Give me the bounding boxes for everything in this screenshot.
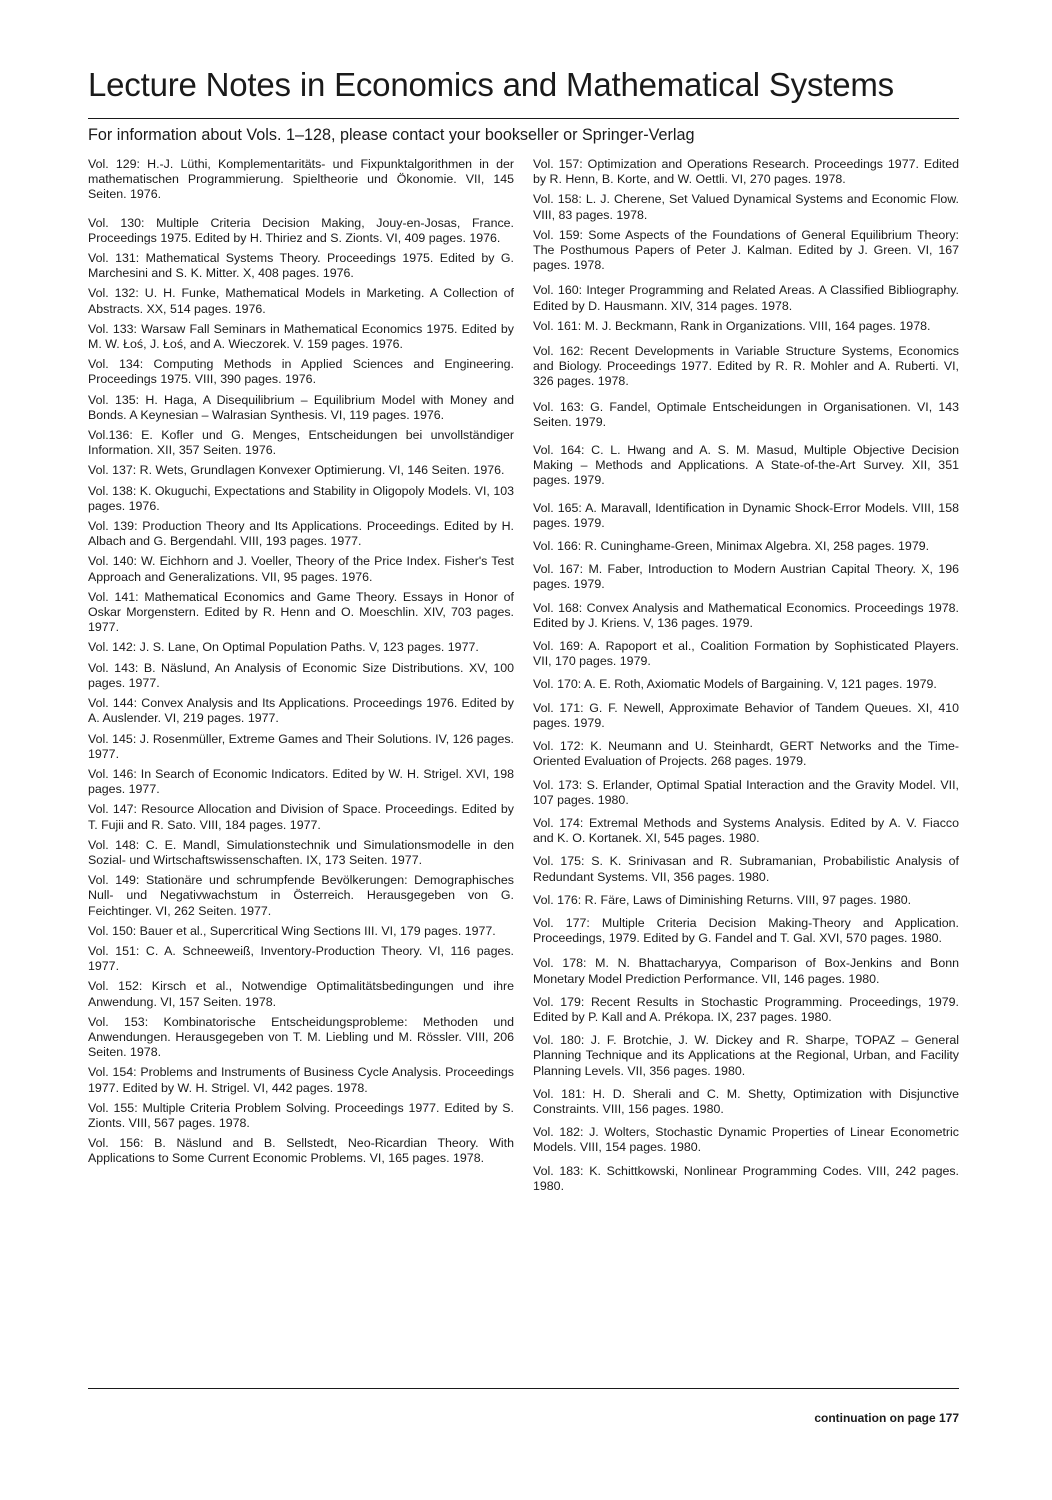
page-subtitle: For information about Vols. 1–128, please contact your bookseller or Springer-Verlag <box>88 126 695 144</box>
volume-entry: Vol. 129: H.-J. Lüthi, Komplementaritäts- und Fixpunktalgorithmen in der mathematischen Programmierung. Spieltheorie und Ökonomie. VII, 145 Seiten. 1976. <box>88 157 514 202</box>
volume-entry: Vol. 180: J. F. Brotchie, J. W. Dickey and R. Sharpe, TOPAZ – General Planning Technique and its Applications at the Regional, Urban, and Facility Planning Levels. VII, 356 pages. 1980. <box>533 1033 959 1078</box>
volume-entry: Vol. 154: Problems and Instruments of Business Cycle Analysis. Proceedings 1977. Edited by W. H. Strigel. VI, 442 pages. 1978. <box>88 1065 514 1095</box>
page-title: Lecture Notes in Economics and Mathematical Systems <box>88 66 894 103</box>
volume-entry: Vol. 145: J. Rosenmüller, Extreme Games and Their Solutions. IV, 126 pages. 1977. <box>88 731 514 761</box>
header-rule <box>88 118 959 119</box>
volume-entry: Vol. 162: Recent Developments in Variable Structure Systems, Economics and Biology. Proceedings 1977. Edited by R. R. Mohler and A. Ruberti. VI, 326 pages. 1978. <box>533 344 959 389</box>
volume-entry: Vol. 149: Stationäre und schrumpfende Bevölkerungen: Demographisches Null- und Negativwachstum in Österreich. Herausgegeben von G. Feichtinger. VI, 262 Seiten. 1977. <box>88 873 514 918</box>
volume-entry: Vol. 142: J. S. Lane, On Optimal Population Paths. V, 123 pages. 1977. <box>88 640 479 655</box>
volume-entry: Vol. 178: M. N. Bhattacharyya, Comparison of Box-Jenkins and Bonn Monetary Model Prediction Performance. VII, 146 pages. 1980. <box>533 956 959 986</box>
volume-entry: Vol. 131: Mathematical Systems Theory. Proceedings 1975. Edited by G. Marchesini and S. K. Mitter. X, 408 pages. 1976. <box>88 251 514 281</box>
volume-entry: Vol. 160: Integer Programming and Related Areas. A Classified Bibliography. Edited by D. Hausmann. XIV, 314 pages. 1978. <box>533 283 959 313</box>
volume-entry: Vol. 139: Production Theory and Its Applications. Proceedings. Edited by H. Albach and G. Bergendahl. VIII, 193 pages. 1977. <box>88 519 514 549</box>
volume-entry: Vol. 134: Computing Methods in Applied Sciences and Engineering. Proceedings 1975. VIII, 390 pages. 1976. <box>88 357 514 387</box>
volume-entry: Vol.136: E. Kofler und G. Menges, Entscheidungen bei unvollständiger Information. XII, 357 Seiten. 1976. <box>88 428 514 458</box>
volume-entry: Vol. 146: In Search of Economic Indicators. Edited by W. H. Strigel. XVI, 198 pages. 1977. <box>88 766 514 797</box>
volume-entry: Vol. 135: H. Haga, A Disequilibrium – Equilibrium Model with Money and Bonds. A Keynesian – Walrasian Synthesis. VI, 119 pages. 1976. <box>88 392 514 422</box>
volume-entry: Vol. 171: G. F. Newell, Approximate Behavior of Tandem Queues. XI, 410 pages. 1979. <box>533 700 959 730</box>
volume-entry: Vol. 169: A. Rapoport et al., Coalition Formation by Sophisticated Players. VII, 170 pages. 1979. <box>533 639 959 669</box>
volume-entry: Vol. 155: Multiple Criteria Problem Solving. Proceedings 1977. Edited by S. Zionts. VIII, 567 pages. 1978. <box>88 1100 514 1130</box>
volume-entry: Vol. 153: Kombinatorische Entscheidungsprobleme: Methoden und Anwendungen. Herausgegeben von T. M. Liebling und M. Rössler. VIII, 206 Seiten. 1978. <box>88 1014 514 1060</box>
volume-entry: Vol. 164: C. L. Hwang and A. S. M. Masud, Multiple Objective Decision Making – Methods and Applications. A State-of-the-Art Survey. XII, 351 pages. 1979. <box>533 443 959 488</box>
volume-entry: Vol. 144: Convex Analysis and Its Applications. Proceedings 1976. Edited by A. Auslender. VI, 219 pages. 1977. <box>88 696 514 726</box>
volume-entry: Vol. 182: J. Wolters, Stochastic Dynamic Properties of Linear Econometric Models. VIII, 154 pages. 1980. <box>533 1125 959 1155</box>
volume-entry: Vol. 177: Multiple Criteria Decision Making-Theory and Application. Proceedings, 1979. Edited by G. Fandel and T. Gal. XVI, 570 pages. 1980. <box>533 915 959 946</box>
volume-entry: Vol. 173: S. Erlander, Optimal Spatial Interaction and the Gravity Model. VII, 107 pages. 1980. <box>533 777 959 807</box>
volume-entry: Vol. 143: B. Näslund, An Analysis of Economic Size Distributions. XV, 100 pages. 1977. <box>88 660 514 690</box>
volume-entry: Vol. 163: G. Fandel, Optimale Entscheidungen in Organisationen. VI, 143 Seiten. 1979. <box>533 399 959 429</box>
volume-entry: Vol. 151: C. A. Schneeweiß, Inventory-Production Theory. VI, 116 pages. 1977. <box>88 943 514 974</box>
volume-entry: Vol. 137: R. Wets, Grundlagen Konvexer Optimierung. VI, 146 Seiten. 1976. <box>88 463 505 478</box>
volume-entry: Vol. 150: Bauer et al., Supercritical Wing Sections III. VI, 179 pages. 1977. <box>88 923 496 938</box>
volume-entry: Vol. 138: K. Okuguchi, Expectations and Stability in Oligopoly Models. VI, 103 pages. 1976. <box>88 483 514 513</box>
volume-entry: Vol. 140: W. Eichhorn and J. Voeller, Theory of the Price Index. Fisher's Test Approach and Generalizations. VII, 95 pages. 1976. <box>88 554 514 584</box>
volume-entry: Vol. 147: Resource Allocation and Division of Space. Proceedings. Edited by T. Fujii and R. Sato. VIII, 184 pages. 1977. <box>88 802 514 832</box>
volume-entry: Vol. 156: B. Näslund and B. Sellstedt, Neo-Ricardian Theory. With Applications to Some Current Economic Problems. VI, 165 pages. 1978. <box>88 1136 514 1166</box>
volume-entry: Vol. 175: S. K. Srinivasan and R. Subramanian, Probabilistic Analysis of Redundant Systems. VII, 356 pages. 1980. <box>533 854 959 884</box>
volume-entry: Vol. 132: U. H. Funke, Mathematical Models in Marketing. A Collection of Abstracts. XX, 514 pages. 1976. <box>88 286 514 316</box>
continuation-note: continuation on page 177 <box>814 1411 959 1425</box>
volume-entry: Vol. 167: M. Faber, Introduction to Modern Austrian Capital Theory. X, 196 pages. 1979. <box>533 562 959 592</box>
volume-entry: Vol. 168: Convex Analysis and Mathematical Economics. Proceedings 1978. Edited by J. Kriens. V, 136 pages. 1979. <box>533 600 959 630</box>
volume-entry: Vol. 165: A. Maravall, Identification in Dynamic Shock-Error Models. VIII, 158 pages. 1979. <box>533 500 959 530</box>
volume-entry: Vol. 176: R. Färe, Laws of Diminishing Returns. VIII, 97 pages. 1980. <box>533 892 912 907</box>
volume-entry: Vol. 148: C. E. Mandl, Simulationstechnik und Simulationsmodelle in den Sozial- und Wirtschaftswissenschaften. IX, 173 Seiten. 1977. <box>88 837 514 867</box>
volume-entry: Vol. 158: L. J. Cherene, Set Valued Dynamical Systems and Economic Flow. VIII, 83 pages. 1978. <box>533 192 959 222</box>
volume-entry: Vol. 133: Warsaw Fall Seminars in Mathematical Economics 1975. Edited by M. W. Łoś, J. Łoś, and A. Wieczorek. V. 159 pages. 1976. <box>88 321 514 352</box>
volume-entry: Vol. 183: K. Schittkowski, Nonlinear Programming Codes. VIII, 242 pages. 1980. <box>533 1163 959 1193</box>
volume-entry: Vol. 152: Kirsch et al., Notwendige Optimalitätsbedingungen und ihre Anwendung. VI, 157 Seiten. 1978. <box>88 979 514 1009</box>
volume-entry: Vol. 174: Extremal Methods and Systems Analysis. Edited by A. V. Fiacco and K. O. Kortanek. XI, 545 pages. 1980. <box>533 815 959 846</box>
volume-entry: Vol. 141: Mathematical Economics and Game Theory. Essays in Honor of Oskar Morgenstern. Edited by R. Henn and O. Moeschlin. XIV, 703 pages. 1977. <box>88 589 514 635</box>
volume-entry: Vol. 157: Optimization and Operations Research. Proceedings 1977. Edited by R. Henn, B. Korte, and W. Oettli. VI, 270 pages. 1978. <box>533 157 959 187</box>
volume-entry: Vol. 172: K. Neumann and U. Steinhardt, GERT Networks and the Time-Oriented Evaluation of Projects. 268 pages. 1979. <box>533 739 959 769</box>
volume-entry: Vol. 161: M. J. Beckmann, Rank in Organizations. VIII, 164 pages. 1978. <box>533 318 931 333</box>
right-column <box>533 157 959 1194</box>
volume-entry: Vol. 130: Multiple Criteria Decision Making, Jouy-en-Josas, France. Proceedings 1975. Edited by H. Thiriez and S. Zionts. VI, 409 pages. 1976. <box>88 215 514 245</box>
footer-rule <box>88 1388 959 1389</box>
volume-entry: Vol. 166: R. Cuninghame-Green, Minimax Algebra. XI, 258 pages. 1979. <box>533 539 930 554</box>
volume-entry: Vol. 170: A. E. Roth, Axiomatic Models of Bargaining. V, 121 pages. 1979. <box>533 677 937 692</box>
left-column <box>88 157 514 1167</box>
volume-entry: Vol. 179: Recent Results in Stochastic Programming. Proceedings, 1979. Edited by P. Kall and A. Prékopa. IX, 237 pages. 1980. <box>533 994 959 1024</box>
volume-entry: Vol. 181: H. D. Sherali and C. M. Shetty, Optimization with Disjunctive Constraints. VIII, 156 pages. 1980. <box>533 1086 959 1116</box>
volume-entry: Vol. 159: Some Aspects of the Foundations of General Equilibrium Theory: The Posthumous Papers of Peter J. Kalman. Edited by J. Green. VI, 167 pages. 1978. <box>533 227 959 273</box>
